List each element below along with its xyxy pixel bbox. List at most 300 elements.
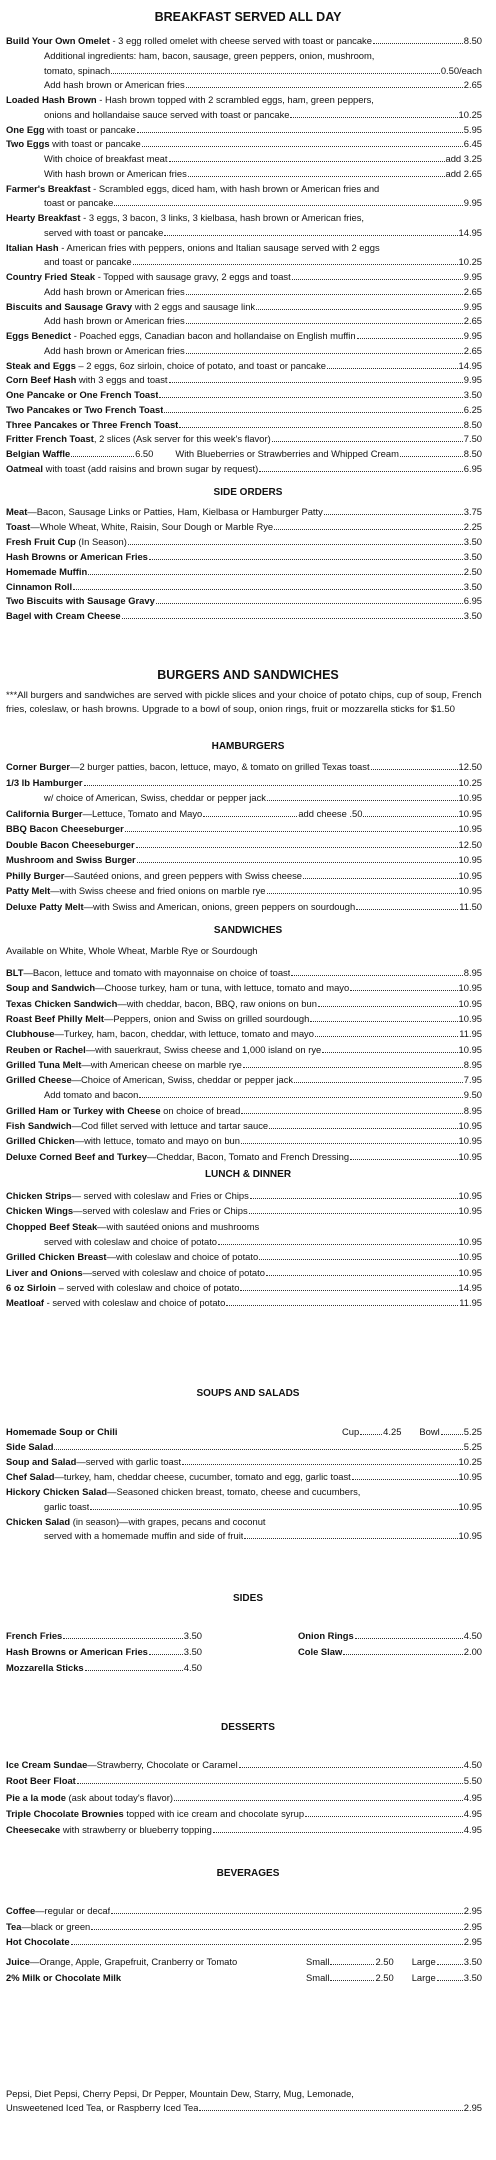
item-text	[6, 853, 136, 867]
leader-dots	[290, 117, 457, 118]
item-name: Deluxe Patty Melt	[6, 900, 84, 912]
item-name: Chef Salad	[6, 1470, 55, 1482]
item-price: 8.95	[463, 967, 482, 978]
item-price: 3.50	[463, 389, 482, 400]
item-text	[6, 1281, 239, 1295]
leader-dots	[266, 1275, 458, 1276]
menu-item-row	[6, 609, 482, 623]
item-price: 8.50	[463, 35, 482, 46]
item-price: add 2.65	[445, 167, 482, 179]
item-price: 3.50	[463, 550, 482, 562]
item-name: Soup and Sandwich	[6, 982, 96, 994]
menu-item-row	[6, 997, 482, 1011]
sized-beverage-row	[6, 1971, 482, 1985]
soup-chili-row	[6, 1425, 482, 1439]
item-description: (in season)—with grapes, pecans and coconut	[70, 1515, 266, 1527]
item-text	[6, 1119, 268, 1133]
item-description: —served with coleslaw and Fries or Chips	[73, 1205, 248, 1217]
side-orders-title: SIDE ORDERS	[213, 487, 283, 498]
item-text	[6, 1073, 293, 1087]
item-text	[44, 1235, 217, 1249]
menu-item-row	[6, 807, 482, 821]
item-text	[6, 1250, 258, 1264]
item-text	[6, 822, 124, 836]
menu-item-row	[6, 884, 482, 898]
menu-item-row	[44, 152, 482, 166]
sodas-line-2	[6, 2101, 482, 2115]
soup-name: Homemade Soup or Chili	[6, 1426, 118, 1437]
item-text	[6, 776, 83, 790]
item-description: - Poached eggs, Canadian bacon and hollandaise on English muffin	[71, 330, 356, 341]
item-description: —regular or decaf	[35, 1905, 111, 1916]
menu-item-row	[6, 403, 482, 417]
item-price: 10.95	[458, 997, 482, 1009]
menu-item-row	[6, 1807, 482, 1821]
item-text	[6, 1189, 249, 1203]
item-text	[44, 255, 132, 269]
leader-dots	[186, 87, 463, 88]
item-text	[6, 1134, 240, 1148]
leader-dots	[139, 1097, 462, 1098]
item-extra-price: 8.50	[463, 448, 482, 459]
item-price: 10.95	[458, 1530, 482, 1542]
menu-item-row	[6, 373, 482, 387]
item-name: Two Eggs	[6, 138, 50, 150]
item-description: — served with coleslaw and Fries or Chips	[71, 1190, 249, 1201]
item-price: 6.45	[463, 138, 482, 150]
item-text	[6, 1043, 321, 1057]
leader-dots	[71, 1944, 463, 1945]
item-description: topped with ice cream and chocolate syrup	[123, 1807, 305, 1819]
item-name: Chicken Salad	[6, 1515, 71, 1527]
menu-item-row	[6, 1470, 482, 1484]
item-price: 10.25	[458, 108, 482, 120]
menu-item-row	[6, 869, 482, 883]
item-price: 9.95	[463, 374, 482, 386]
item-text	[44, 152, 168, 166]
item-text	[44, 108, 289, 122]
sodas-line-1: Pepsi, Diet Pepsi, Cherry Pepsi, Dr Pepper, Mountain Dew, Starry, Mug, Lemonade,	[6, 2088, 354, 2099]
menu-item-row	[44, 791, 482, 805]
item-text	[44, 226, 163, 240]
large-label: Large	[411, 1972, 436, 1983]
item-text	[6, 1220, 259, 1234]
leader-dots	[164, 235, 457, 236]
leader-dots	[136, 847, 458, 848]
item-description: —served with coleslaw and choice of potato	[82, 1266, 265, 1278]
item-name: Roast Beef Philly Melt	[6, 1012, 104, 1024]
item-name: Clubhouse	[6, 1028, 55, 1040]
leader-dots	[352, 1479, 458, 1480]
menu-item-row	[6, 359, 482, 373]
item-text	[6, 1012, 309, 1026]
item-description: —with American cheese on marble rye	[81, 1058, 242, 1070]
large-price: 3.50	[463, 1956, 482, 1967]
item-price: 3.50	[183, 1646, 202, 1657]
leader-dots	[330, 1964, 374, 1965]
menu-item-row	[44, 78, 482, 92]
sandwiches-title: SANDWICHES	[213, 925, 283, 936]
item-price: 10.95	[458, 1251, 482, 1263]
item-text	[6, 1758, 238, 1772]
item-text	[6, 1027, 314, 1041]
leader-dots	[169, 161, 445, 162]
leader-dots	[324, 514, 463, 515]
item-description: served with a homemade muffin and side of fruit	[44, 1530, 244, 1542]
leader-dots	[128, 544, 463, 545]
item-text	[6, 1791, 173, 1805]
leader-dots	[133, 264, 458, 265]
side-item-row	[6, 1629, 202, 1643]
item-text	[44, 49, 374, 63]
item-description: —with sauerkraut, Swiss cheese and 1,000 island on rye	[85, 1043, 322, 1055]
soups-salads-title: SOUPS AND SALADS	[196, 1388, 300, 1399]
item-text	[6, 388, 158, 402]
item-name: Tea	[6, 1920, 22, 1932]
item-text	[6, 1296, 225, 1310]
leader-dots	[437, 1980, 463, 1981]
item-price: 10.95	[458, 1135, 482, 1147]
item-name: Grilled Chicken	[6, 1135, 75, 1147]
item-name: Bagel with Cream Cheese	[6, 610, 121, 622]
item-name: Two Pancakes or Two French Toast	[6, 403, 164, 415]
item-name: Hash Browns or American Fries	[6, 1646, 148, 1657]
item-price: 5.25	[463, 1441, 482, 1452]
item-price: 11.95	[459, 1297, 482, 1309]
item-name: Side Salad	[6, 1441, 54, 1452]
item-description: —with Swiss cheese and fried onions on marble rye	[50, 885, 266, 896]
item-name: Hickory Chicken Salad	[6, 1485, 108, 1497]
menu-item-row	[6, 1904, 482, 1918]
item-text	[6, 403, 163, 417]
item-name: Two Biscuits with Sausage Gravy	[6, 595, 155, 607]
item-description: , 2 slices (Ask server for this week's flavor)	[93, 433, 271, 445]
item-text	[6, 505, 323, 519]
leader-dots	[149, 559, 463, 560]
item-price: 9.95	[463, 271, 482, 282]
leader-dots	[182, 1464, 457, 1465]
menu-item-row	[6, 1281, 482, 1295]
item-price: 10.95	[458, 1043, 482, 1055]
sodas-price: 2.95	[463, 2102, 482, 2113]
menu-item-row	[6, 1440, 482, 1454]
item-description: - 3 eggs, 3 bacon, 3 links, 3 kielbasa, hash brown or American fries,	[80, 212, 365, 223]
item-description: —2 burger patties, bacon, lettuce, mayo, & tomato on grilled Texas toast	[70, 761, 370, 772]
item-description: (In Season)	[75, 535, 127, 547]
desserts-title: DESSERTS	[221, 1722, 275, 1733]
item-description: —Seasoned chicken breast, tomato, cheese and cucumbers,	[107, 1485, 361, 1497]
item-description: —Choice of American, Swiss, cheddar or pepper jack	[71, 1074, 294, 1086]
item-text	[6, 373, 168, 387]
leader-dots	[259, 1259, 457, 1260]
small-label: Small	[306, 1972, 330, 1983]
menu-item-row	[44, 1500, 482, 1514]
leader-dots	[164, 412, 462, 413]
cup-price: 4.25	[383, 1426, 402, 1437]
item-text	[6, 1515, 266, 1529]
item-name: Meatloaf	[6, 1297, 45, 1309]
menu-item-row	[6, 1220, 482, 1234]
item-description: —black or green	[21, 1920, 91, 1932]
item-name: Farmer's Breakfast	[6, 182, 91, 194]
item-text	[6, 241, 380, 255]
item-description: served with toast or pancake	[44, 226, 164, 238]
menu-item-row	[6, 594, 482, 608]
item-name: Onion Rings	[298, 1630, 354, 1641]
item-price: 10.95	[458, 823, 482, 834]
item-name: Fish Sandwich	[6, 1120, 72, 1131]
item-text	[44, 314, 185, 328]
menu-item-row	[6, 34, 482, 48]
item-price: add 3.25	[445, 153, 482, 164]
item-price: 2.50	[463, 565, 482, 577]
item-price: 3.50	[183, 1630, 202, 1641]
side-item-row	[298, 1645, 482, 1659]
item-description: Add tomato and bacon	[44, 1089, 139, 1101]
menu-item-row	[6, 1119, 482, 1133]
item-text	[6, 760, 370, 774]
leader-dots	[239, 1767, 463, 1768]
menu-item-row	[44, 196, 482, 210]
menu-item-row	[6, 1027, 482, 1041]
item-price: 3.50	[463, 610, 482, 622]
item-price: 2.95	[463, 1936, 482, 1948]
leader-dots	[73, 589, 463, 590]
item-description: —Turkey, ham, bacon, cheddar, with lettuce, tomato and mayo	[54, 1028, 314, 1040]
item-price: 10.95	[458, 1266, 482, 1278]
item-text	[6, 1904, 110, 1918]
item-price: 7.50	[463, 433, 482, 445]
item-text	[6, 1955, 306, 1969]
menu-item-row	[6, 1455, 482, 1469]
item-price: 9.95	[463, 197, 482, 209]
item-price: 10.95	[458, 982, 482, 994]
item-name: Liver and Onions	[6, 1266, 83, 1278]
leader-dots	[294, 1082, 463, 1083]
menu-item-row	[6, 853, 482, 867]
item-name: Chicken Strips	[6, 1190, 72, 1201]
item-name: Hot Chocolate	[6, 1936, 70, 1948]
leader-dots	[267, 893, 458, 894]
item-description: tomato, spinach	[44, 64, 111, 76]
menu-item-row	[6, 1823, 482, 1837]
item-text	[6, 1150, 349, 1164]
item-text	[6, 580, 72, 594]
menu-item-row	[6, 1266, 482, 1280]
item-text	[44, 167, 187, 181]
menu-item-row	[6, 1073, 482, 1087]
leader-dots	[373, 43, 463, 44]
leader-dots	[303, 878, 458, 879]
menu-item-row	[6, 241, 482, 255]
item-description: —Lettuce, Tomato and Mayo	[82, 807, 203, 819]
menu-item-row	[6, 182, 482, 196]
item-price: 10.25	[458, 256, 482, 268]
leader-dots	[315, 1036, 458, 1037]
item-text	[6, 997, 317, 1011]
item-text	[6, 1058, 242, 1072]
item-name: Reuben or Rachel	[6, 1043, 86, 1055]
menu-item-row	[6, 1134, 482, 1148]
leader-dots	[291, 975, 462, 976]
item-price: 8.50	[463, 418, 482, 430]
item-text	[6, 869, 302, 883]
leader-dots	[240, 1290, 457, 1291]
item-price: 6.50	[135, 448, 154, 459]
item-price: 4.95	[463, 1791, 482, 1803]
leader-dots	[88, 574, 462, 575]
item-text	[6, 1823, 212, 1837]
leader-dots	[77, 1783, 463, 1784]
small-label: Small	[306, 1956, 330, 1967]
item-description: with strawberry or blueberry topping	[60, 1824, 212, 1836]
sides-title: SIDES	[232, 1593, 263, 1604]
menu-item-row	[6, 580, 482, 594]
burgers-note: ***All burgers and sandwiches are served with pickle slices and your choice of potato chips, cup of soup, French fries, coleslaw, or hash browns. Upgrade to a bowl of soup, onion rings, fruit or mozzarella sticks for $1.50	[6, 690, 482, 715]
item-name: Patty Melt	[6, 885, 51, 896]
item-description: —Sautéed onions, and green peppers with Swiss cheese	[64, 869, 303, 881]
menu-item-row	[44, 226, 482, 240]
leader-dots	[357, 338, 463, 339]
item-price: 10.25	[458, 776, 482, 788]
leader-dots	[274, 529, 463, 530]
leader-dots	[90, 1509, 457, 1510]
item-text	[44, 344, 185, 358]
item-name: Double Bacon Cheeseburger	[6, 838, 135, 850]
leader-dots	[114, 205, 462, 206]
leader-dots	[243, 1067, 463, 1068]
item-text	[44, 1500, 89, 1514]
leader-dots	[63, 1638, 182, 1639]
item-price: 7.95	[463, 1074, 482, 1086]
leader-dots	[371, 769, 458, 770]
leader-dots	[269, 1128, 457, 1129]
item-description: with toast (add raisins and brown sugar by request)	[43, 462, 259, 474]
item-description: With hash brown or American fries	[44, 167, 187, 179]
item-description: —Strawberry, Chocolate or Caramel	[87, 1759, 238, 1770]
side-item-row	[6, 1645, 202, 1659]
item-description: – 2 eggs, 6oz sirloin, choice of potato, and toast or pancake	[75, 359, 326, 371]
menu-item-row	[6, 123, 482, 137]
menu-item-row	[6, 981, 482, 995]
menu-item-row	[6, 520, 482, 534]
item-text	[6, 182, 379, 196]
item-text	[6, 1440, 53, 1454]
item-name: Toast	[6, 520, 31, 532]
leader-dots	[188, 176, 445, 177]
beverages-title: BEVERAGES	[216, 1868, 280, 1879]
item-text	[6, 462, 258, 476]
item-description: —with Swiss and American, onions, green peppers on sourdough	[83, 900, 356, 912]
menu-item-row	[6, 966, 482, 980]
item-name: Grilled Cheese	[6, 1074, 72, 1086]
item-text	[44, 1088, 138, 1102]
menu-item-row	[6, 1204, 482, 1218]
item-text	[6, 1455, 181, 1469]
item-price: 14.95	[458, 359, 482, 371]
menu-item-row	[6, 1012, 482, 1026]
item-name: Pie a la mode	[6, 1791, 66, 1803]
item-price: 10.25	[458, 1455, 482, 1467]
leader-dots	[84, 785, 458, 786]
item-text	[44, 791, 266, 805]
menu-item-row	[6, 1250, 482, 1264]
bowl-price: 5.25	[463, 1426, 482, 1437]
menu-item-row	[6, 505, 482, 519]
item-price: 10.95	[458, 807, 483, 819]
item-description: onions and hollandaise sauce served with toast or pancake	[44, 108, 290, 120]
item-description: —Orange, Apple, Grapefruit, Cranberry or Tomato	[29, 1956, 238, 1967]
item-description: with toast or pancake	[44, 123, 136, 135]
item-name: Homemade Muffin	[6, 565, 88, 577]
item-price: 2.65	[463, 344, 482, 356]
leader-dots	[85, 1670, 183, 1671]
item-price: 4.50	[183, 1662, 202, 1673]
item-name: BBQ Bacon Cheeseburger	[6, 823, 124, 834]
menu-item-row	[6, 432, 482, 446]
leader-dots	[259, 471, 463, 472]
item-price: 2.65	[463, 315, 482, 327]
item-text	[6, 1470, 351, 1484]
item-description: —with lettuce, tomato and mayo on bun	[74, 1135, 240, 1147]
leader-dots	[179, 427, 462, 428]
lunch-dinner-title: LUNCH & DINNER	[204, 1169, 292, 1180]
item-description: - served with coleslaw and choice of potato	[44, 1297, 226, 1309]
leader-dots	[437, 1964, 463, 1965]
item-price: 10.95	[458, 1012, 482, 1024]
item-text	[6, 1104, 240, 1118]
item-price: 3.50	[463, 580, 482, 592]
leader-dots	[142, 146, 463, 147]
leader-dots	[125, 831, 458, 832]
item-text	[6, 1774, 76, 1788]
leader-dots	[213, 1832, 463, 1833]
large-price: 3.50	[463, 1972, 482, 1983]
item-text	[44, 78, 185, 92]
item-name: Cinnamon Roll	[6, 580, 73, 592]
item-text	[6, 807, 202, 821]
leader-dots	[400, 456, 463, 457]
leader-dots	[327, 368, 458, 369]
item-description: - American fries with peppers, onions and Italian sausage served with 2 eggs	[58, 241, 380, 253]
menu-item-row	[6, 137, 482, 151]
item-name: Fresh Fruit Cup	[6, 535, 76, 547]
item-price: 2.65	[463, 285, 482, 297]
item-description: with 2 eggs and sausage link	[132, 300, 256, 312]
item-text	[44, 64, 110, 78]
item-price: 5.50	[463, 1775, 482, 1787]
item-name: Juice	[6, 1956, 30, 1967]
menu-item-row	[6, 418, 482, 432]
menu-item-row	[6, 270, 482, 284]
leader-dots	[355, 1638, 463, 1639]
item-text	[6, 447, 70, 461]
item-price: 8.95	[463, 1104, 482, 1116]
item-text	[6, 300, 255, 314]
menu-item-row	[44, 1088, 482, 1102]
item-price: 4.50	[463, 1759, 482, 1770]
leader-dots	[159, 397, 462, 398]
menu-item-row	[6, 535, 482, 549]
leader-dots	[350, 990, 457, 991]
item-text	[6, 418, 178, 432]
item-price: 6.95	[463, 462, 482, 474]
item-text	[6, 270, 291, 284]
item-price: 14.95	[458, 1281, 482, 1293]
leader-dots	[54, 1449, 462, 1450]
item-description: —with sautéed onions and mushrooms	[97, 1220, 260, 1232]
item-name: Loaded Hash Brown	[6, 94, 97, 105]
